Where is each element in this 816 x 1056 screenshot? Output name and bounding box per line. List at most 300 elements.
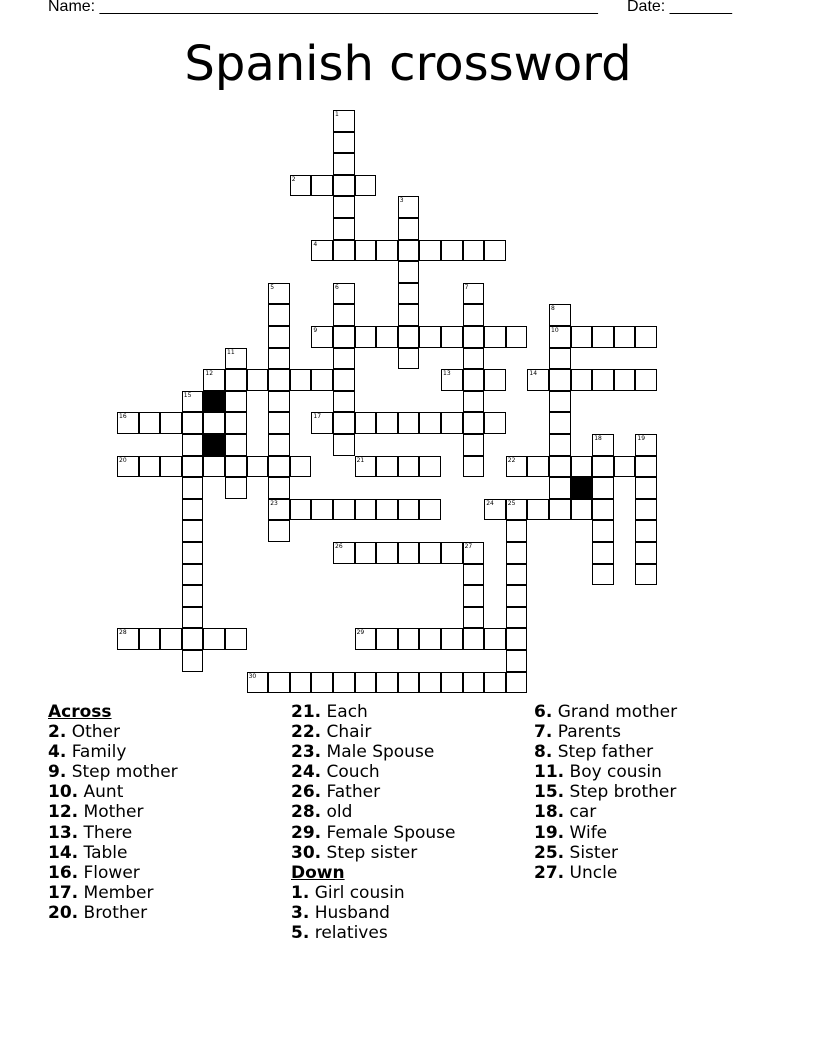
grid-cell[interactable] [355, 175, 377, 197]
clue-text: Husband [309, 902, 390, 923]
grid-cell[interactable] [225, 391, 247, 413]
grid-cell[interactable] [571, 326, 593, 348]
grid-cell[interactable] [549, 412, 571, 434]
grid-cell[interactable] [290, 672, 312, 694]
clue-item [48, 742, 178, 762]
clue-text: Chair [321, 722, 372, 743]
cell-number: 1 [335, 111, 339, 118]
grid-cell[interactable] [506, 326, 528, 348]
grid-cell[interactable] [333, 348, 355, 370]
grid-cell[interactable] [117, 456, 139, 478]
clue-text: old [321, 802, 353, 823]
grid-cell[interactable] [549, 369, 571, 391]
grid-block [203, 434, 225, 456]
clue-text: Father [321, 782, 381, 803]
grid-cell[interactable] [225, 348, 247, 370]
grid-cell[interactable] [463, 434, 485, 456]
grid-cell[interactable] [592, 434, 614, 456]
grid-cell[interactable] [268, 348, 290, 370]
clue-text: Girl cousin [309, 882, 405, 903]
grid-cell[interactable] [182, 585, 204, 607]
clue-text: Each [321, 702, 368, 722]
cell-number: 21 [356, 456, 365, 464]
clue-item [48, 722, 178, 742]
grid-cell[interactable] [506, 585, 528, 607]
grid-cell[interactable] [463, 348, 485, 370]
grid-cell[interactable] [333, 132, 355, 154]
grid-cell[interactable] [592, 369, 614, 391]
grid-cell[interactable] [376, 240, 398, 262]
cell-number: 15 [183, 391, 192, 399]
grid-cell[interactable] [614, 456, 636, 478]
clue-text: There [78, 822, 133, 843]
grid-cell[interactable] [203, 412, 225, 434]
grid-cell[interactable] [484, 326, 506, 348]
grid-cell[interactable] [506, 499, 528, 521]
clue-item [534, 823, 677, 843]
grid-cell[interactable] [441, 628, 463, 650]
grid-cell[interactable] [355, 499, 377, 521]
grid-cell[interactable] [592, 326, 614, 348]
grid-cell[interactable] [182, 499, 204, 521]
grid-cell[interactable] [592, 477, 614, 499]
grid-cell[interactable] [441, 326, 463, 348]
grid-cell[interactable] [398, 261, 420, 283]
grid-cell[interactable] [635, 542, 657, 564]
grid-cell[interactable] [484, 412, 506, 434]
grid-cell[interactable] [268, 391, 290, 413]
grid-cell[interactable] [268, 672, 290, 694]
clue-text: Parents [552, 722, 621, 743]
grid-cell[interactable] [419, 628, 441, 650]
grid-cell[interactable] [376, 456, 398, 478]
grid-cell[interactable] [506, 628, 528, 650]
grid-cell[interactable] [506, 564, 528, 586]
grid-cell[interactable] [463, 542, 485, 564]
grid-cell[interactable] [268, 520, 290, 542]
grid-cell[interactable] [182, 456, 204, 478]
grid-cell[interactable] [441, 412, 463, 434]
clue-number: 27. [534, 862, 565, 883]
grid-cell[interactable] [463, 456, 485, 478]
clue-section-heading: Down [291, 862, 345, 883]
grid-cell[interactable] [268, 499, 290, 521]
grid-cell[interactable] [463, 607, 485, 629]
grid-cell[interactable] [311, 240, 333, 262]
grid-cell[interactable] [398, 628, 420, 650]
clue-number: 22. [291, 722, 322, 743]
clue-number: 8. [534, 742, 553, 763]
grid-cell[interactable] [463, 369, 485, 391]
clues-column-2 [291, 702, 455, 943]
grid-cell[interactable] [398, 283, 420, 305]
grid-cell[interactable] [592, 456, 614, 478]
grid-cell[interactable] [182, 391, 204, 413]
grid-cell[interactable] [268, 434, 290, 456]
clue-number: 14. [48, 842, 79, 863]
cell-number: 19 [637, 435, 646, 442]
grid-cell[interactable] [268, 304, 290, 326]
cell-number: 16 [119, 413, 127, 421]
grid-cell[interactable] [376, 412, 398, 434]
clue-text: Wife [564, 822, 608, 843]
grid-cell[interactable] [182, 564, 204, 586]
clue-text: Other [66, 722, 120, 743]
clue-number: 26. [291, 782, 322, 803]
grid-cell[interactable] [290, 499, 312, 521]
clue-number: 17. [48, 882, 79, 903]
grid-cell[interactable] [160, 628, 182, 650]
clue-text: Boy cousin [564, 762, 662, 783]
grid-cell[interactable] [311, 175, 333, 197]
clue-item [291, 883, 455, 903]
grid-cell[interactable] [506, 542, 528, 564]
clue-item [291, 722, 455, 742]
cell-number: 25 [507, 499, 516, 507]
clues-column-1 [48, 702, 178, 923]
grid-cell[interactable] [419, 456, 441, 478]
grid-cell[interactable] [333, 283, 355, 305]
grid-cell[interactable] [333, 304, 355, 326]
grid-cell[interactable] [333, 434, 355, 456]
cell-number: 5 [270, 283, 275, 291]
grid-cell[interactable] [463, 326, 485, 348]
grid-cell[interactable] [311, 672, 333, 694]
grid-cell[interactable] [203, 456, 225, 478]
grid-cell[interactable] [139, 628, 161, 650]
grid-cell[interactable] [333, 672, 355, 694]
grid-cell[interactable] [635, 477, 657, 499]
cell-number: 18 [594, 435, 602, 442]
grid-cell[interactable] [355, 456, 377, 478]
clue-item [48, 823, 178, 843]
grid-cell[interactable] [549, 434, 571, 456]
grid-cell[interactable] [527, 456, 549, 478]
grid-cell[interactable] [484, 369, 506, 391]
cell-number: 9 [313, 327, 318, 334]
grid-cell[interactable] [506, 520, 528, 542]
clue-item [48, 863, 178, 883]
grid-cell[interactable] [268, 412, 290, 434]
cell-number: 29 [356, 629, 365, 637]
grid-cell[interactable] [614, 326, 636, 348]
clue-number: 16. [48, 862, 79, 883]
grid-cell[interactable] [225, 456, 247, 478]
clue-number: 23. [291, 742, 322, 763]
clue-number: 10. [48, 782, 79, 803]
grid-cell[interactable] [225, 369, 247, 391]
grid-cell[interactable] [311, 369, 333, 391]
cell-number: 24 [486, 499, 494, 507]
grid-cell[interactable] [225, 412, 247, 434]
grid-cell[interactable] [463, 391, 485, 413]
grid-cell[interactable] [463, 564, 485, 586]
grid-block [571, 477, 593, 499]
clue-item [291, 903, 455, 923]
grid-cell[interactable] [592, 520, 614, 542]
clue-text: Table [78, 842, 128, 863]
grid-cell[interactable] [268, 477, 290, 499]
grid-cell[interactable] [419, 326, 441, 348]
clue-item [48, 843, 178, 863]
clue-number: 19. [534, 822, 565, 843]
clue-item [48, 802, 178, 822]
clue-item [291, 823, 455, 843]
grid-cell[interactable] [355, 542, 377, 564]
clue-text: Female Spouse [321, 822, 456, 843]
cell-number: 23 [270, 499, 278, 507]
grid-cell[interactable] [398, 542, 420, 564]
grid-cell[interactable] [419, 499, 441, 521]
page-title: Spanish crossword [184, 36, 632, 92]
grid-cell[interactable] [182, 412, 204, 434]
grid-cell[interactable] [376, 326, 398, 348]
clue-number: 30. [291, 842, 322, 863]
grid-cell[interactable] [290, 369, 312, 391]
grid-cell[interactable] [333, 153, 355, 175]
clue-number: 3. [291, 902, 310, 923]
grid-cell[interactable] [463, 585, 485, 607]
grid-cell[interactable] [571, 499, 593, 521]
grid-cell[interactable] [333, 175, 355, 197]
grid-cell[interactable] [225, 477, 247, 499]
grid-cell[interactable] [225, 434, 247, 456]
grid-cell[interactable] [463, 283, 485, 305]
clue-text: Step sister [321, 842, 418, 863]
grid-cell[interactable] [441, 240, 463, 262]
clue-text: relatives [309, 923, 388, 944]
clue-text: Flower [78, 862, 140, 883]
grid-cell[interactable] [398, 326, 420, 348]
grid-cell[interactable] [635, 434, 657, 456]
grid-cell[interactable] [398, 218, 420, 240]
grid-cell[interactable] [376, 542, 398, 564]
clue-item [291, 802, 455, 822]
grid-cell[interactable] [182, 650, 204, 672]
clue-section-heading: Across [48, 702, 112, 722]
grid-cell[interactable] [635, 520, 657, 542]
grid-cell[interactable] [268, 326, 290, 348]
grid-cell[interactable] [506, 672, 528, 694]
clue-item [48, 903, 178, 923]
grid-cell[interactable] [549, 348, 571, 370]
grid-cell[interactable] [506, 456, 528, 478]
clue-text: Step brother [564, 782, 677, 803]
clue-item [291, 742, 455, 762]
grid-cell[interactable] [484, 240, 506, 262]
grid-cell[interactable] [182, 434, 204, 456]
grid-cell[interactable] [398, 412, 420, 434]
grid-cell[interactable] [441, 672, 463, 694]
grid-cell[interactable] [182, 477, 204, 499]
grid-cell[interactable] [290, 456, 312, 478]
grid-cell[interactable] [419, 542, 441, 564]
grid-cell[interactable] [311, 499, 333, 521]
grid-cell[interactable] [311, 326, 333, 348]
clue-item [291, 702, 455, 722]
grid-cell[interactable] [139, 412, 161, 434]
grid-cell[interactable] [203, 369, 225, 391]
grid-cell[interactable] [355, 628, 377, 650]
clue-item [48, 883, 178, 903]
grid-cell[interactable] [398, 499, 420, 521]
clue-item [534, 802, 677, 822]
clue-number: 9. [48, 762, 67, 783]
grid-cell[interactable] [506, 607, 528, 629]
grid-cell[interactable] [527, 369, 549, 391]
cell-number: 8 [551, 305, 555, 313]
grid-cell[interactable] [333, 499, 355, 521]
clue-item [48, 762, 178, 782]
clue-number: 11. [534, 762, 565, 783]
grid-cell[interactable] [398, 672, 420, 694]
clue-text: Aunt [78, 782, 124, 803]
grid-cell[interactable] [333, 196, 355, 218]
grid-cell[interactable] [333, 391, 355, 413]
grid-cell[interactable] [182, 542, 204, 564]
clue-text: Grand mother [552, 702, 678, 722]
grid-cell[interactable] [247, 672, 269, 694]
grid-cell[interactable] [203, 628, 225, 650]
cell-number: 20 [119, 456, 127, 464]
clue-number: 28. [291, 802, 322, 823]
grid-cell[interactable] [463, 304, 485, 326]
grid-cell[interactable] [117, 412, 139, 434]
grid-cell[interactable] [549, 456, 571, 478]
cell-number: 13 [443, 370, 451, 378]
clue-number: 25. [534, 842, 565, 863]
grid-cell[interactable] [592, 564, 614, 586]
grid-cell[interactable] [268, 456, 290, 478]
grid-cell[interactable] [463, 628, 485, 650]
grid-cell[interactable] [592, 499, 614, 521]
grid-cell[interactable] [549, 304, 571, 326]
clue-number: 2. [48, 722, 67, 743]
clue-item [534, 863, 677, 883]
grid-cell[interactable] [355, 326, 377, 348]
clue-text: car [564, 802, 597, 823]
grid-cell[interactable] [333, 542, 355, 564]
grid-cell[interactable] [182, 628, 204, 650]
clue-number: 13. [48, 822, 79, 843]
grid-cell[interactable] [333, 240, 355, 262]
grid-cell[interactable] [592, 542, 614, 564]
grid-cell[interactable] [117, 628, 139, 650]
cell-number: 28 [119, 629, 127, 637]
clue-text: Family [66, 742, 127, 763]
cell-number: 22 [507, 456, 516, 464]
grid-cell[interactable] [635, 369, 657, 391]
clue-item [48, 782, 178, 802]
grid-cell[interactable] [635, 564, 657, 586]
grid-cell[interactable] [160, 456, 182, 478]
grid-cell[interactable] [635, 326, 657, 348]
grid-cell[interactable] [463, 672, 485, 694]
grid-cell[interactable] [311, 412, 333, 434]
clue-number: 7. [534, 722, 553, 743]
grid-cell[interactable] [355, 412, 377, 434]
grid-cell[interactable] [571, 456, 593, 478]
grid-cell[interactable] [268, 369, 290, 391]
grid-cell[interactable] [376, 499, 398, 521]
cell-number: 10 [551, 327, 559, 334]
grid-cell[interactable] [484, 628, 506, 650]
grid-cell[interactable] [419, 672, 441, 694]
grid-cell[interactable] [247, 456, 269, 478]
grid-cell[interactable] [376, 628, 398, 650]
grid-cell[interactable] [527, 499, 549, 521]
grid-cell[interactable] [355, 240, 377, 262]
grid-cell[interactable] [398, 348, 420, 370]
grid-cell[interactable] [398, 196, 420, 218]
grid-cell[interactable] [419, 240, 441, 262]
grid-cell[interactable] [355, 672, 377, 694]
grid-cell[interactable] [463, 240, 485, 262]
grid-cell[interactable] [398, 456, 420, 478]
cell-number: 30 [248, 672, 257, 680]
grid-cell[interactable] [182, 607, 204, 629]
grid-cell[interactable] [549, 391, 571, 413]
clue-item [291, 762, 455, 782]
grid-cell[interactable] [441, 369, 463, 391]
grid-cell[interactable] [549, 499, 571, 521]
grid-cell[interactable] [333, 110, 355, 132]
clue-number: 4. [48, 742, 67, 763]
grid-cell[interactable] [398, 304, 420, 326]
clue-text: Brother [78, 902, 148, 923]
grid-cell[interactable] [333, 218, 355, 240]
grid-cell[interactable] [571, 369, 593, 391]
grid-cell[interactable] [182, 520, 204, 542]
grid-cell[interactable] [549, 477, 571, 499]
grid-cell[interactable] [549, 326, 571, 348]
grid-cell[interactable] [376, 672, 398, 694]
clue-item [534, 782, 677, 802]
grid-cell[interactable] [139, 456, 161, 478]
grid-cell[interactable] [333, 326, 355, 348]
grid-cell[interactable] [441, 542, 463, 564]
grid-cell[interactable] [268, 283, 290, 305]
cell-number: 26 [335, 543, 343, 550]
grid-cell[interactable] [290, 175, 312, 197]
clue-number: 29. [291, 822, 322, 843]
cell-number: 4 [313, 240, 318, 248]
date-field-label: Date: _______ [627, 0, 732, 15]
clue-item [534, 762, 677, 782]
grid-cell[interactable] [160, 412, 182, 434]
grid-cell[interactable] [614, 369, 636, 391]
clue-text: Uncle [564, 862, 618, 883]
grid-cell[interactable] [484, 672, 506, 694]
grid-cell[interactable] [333, 412, 355, 434]
grid-cell[interactable] [635, 456, 657, 478]
clue-item [534, 742, 677, 762]
grid-cell[interactable] [635, 499, 657, 521]
clue-item [291, 923, 455, 943]
grid-cell[interactable] [398, 240, 420, 262]
grid-cell[interactable] [484, 499, 506, 521]
grid-cell[interactable] [333, 369, 355, 391]
clue-text: Sister [564, 842, 619, 863]
clue-item [534, 702, 677, 722]
clue-number: 24. [291, 762, 322, 783]
clue-text: Couch [321, 762, 380, 783]
grid-cell[interactable] [247, 369, 269, 391]
grid-cell[interactable] [506, 650, 528, 672]
grid-cell[interactable] [419, 412, 441, 434]
grid-cell[interactable] [463, 412, 485, 434]
grid-cell[interactable] [225, 628, 247, 650]
